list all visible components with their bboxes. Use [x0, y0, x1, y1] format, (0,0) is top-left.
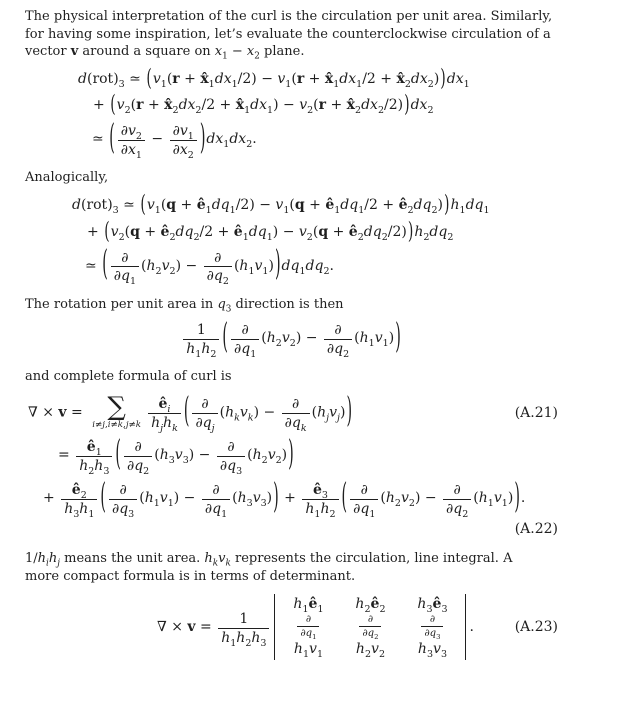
- equation-content: ≃ ( $\frac{\partial v_2}{\partial x_1}$ − $\frac{\partial v_1}{\partial x_2}$ )$dx_1dx_2$.: [92, 119, 257, 161]
- equation-block-rotation-q3: [25, 318, 558, 360]
- paragraph-complete-formula: and complete formula of curl is: [25, 369, 232, 385]
- equation-tag: (A.22): [514, 521, 558, 538]
- fraction: $\frac{\partial v_1}{\partial x_2}$: [170, 123, 197, 158]
- equation-block-curl-full: [25, 391, 558, 540]
- determinant: [274, 594, 466, 660]
- paragraph-unit-area: $1/h_ih_j$ means the unit area. $h_kv_k$ represents the circulation, line integral. A more compact formula is in terms of determinant.: [25, 551, 513, 584]
- equation-content: = $\frac{ê_1}{h_2h_3}$ ( ∂ $\partial q_2$ $(h_3v_3)$ − ∂ $\partial q_3$ $(h_2v_2)$): [58, 435, 294, 477]
- equation-line: [25, 218, 558, 245]
- equation-block-rot-cartesian: [25, 65, 558, 161]
- fraction: ∂ $\partial q_2$: [359, 614, 381, 640]
- equation-line: [25, 318, 558, 360]
- determinant-row: [277, 614, 463, 640]
- equation-content: $d(rot)_3$ ≃ ($v_1(r$ + $x̂_1dx_1/2) - v_1(r$ + $x̂_1dx_1/2$ + $x̂_2dx_2))dx_1$: [78, 65, 470, 92]
- fraction: ∂ $\partial q_1$: [111, 250, 139, 285]
- fraction: ∂ $\partial q_1$: [202, 482, 230, 517]
- equation-content: + ($v_2(q$ + $ê_2dq_2/2$ + $ê_1dq_1) - v_2(q$ + $ê_2dq_2/2))h_2dq_2$: [87, 218, 454, 245]
- fraction: $ê_i$ $h_jh_k$: [148, 396, 181, 431]
- equation-line: [25, 119, 558, 161]
- paragraph-rotation-per-unit-area: The rotation per unit area in $q_3$ direction is then: [25, 296, 344, 315]
- equation-tag: (A.23): [514, 618, 558, 635]
- fraction: ∂ $\partial q_1$: [231, 322, 259, 357]
- equation-content: ∇ × v = ∑ i≠j,i≠k,j≠k $ê_i$ $h_jh_k$ ( ∂ $\partial q_j$ $(h_kv_k)$ − ∂ $\partial q_k$ $(h_jv_j)$): [28, 391, 353, 434]
- fraction: ∂ $\partial q_1$: [350, 482, 378, 517]
- equation-content: ≃ ( ∂ $\partial q_1$ $(h_2v_2)$ − ∂ $\partial q_2$ $(h_1v_1))dq_1dq_2$.: [85, 245, 334, 287]
- fraction: $\frac{ê_1}{h_2h_3}$: [76, 439, 112, 474]
- determinant-bar: [465, 594, 466, 660]
- determinant-row: [277, 640, 463, 659]
- determinant-cell: [401, 614, 463, 640]
- fraction: $\frac{1}{h_1h_2h_3}$: [218, 611, 269, 646]
- fraction: $\frac{1}{h_1h_2}$: [183, 322, 219, 357]
- determinant-cell: $h_2ê_2$: [355, 596, 386, 616]
- equation-line: [25, 92, 558, 119]
- equation-line: [25, 594, 558, 660]
- equation-line: [25, 245, 558, 287]
- paragraph-intro: The physical interpretation of the curl is the circulation per unit area. Similarly, for having some inspiration, let’s evaluate the counterclockwise circulation of a vector v around a square on $x_1 - x_2$ plane.: [25, 9, 553, 62]
- equation-content: + ($v_2(r$ + $x̂_2dx_2/2$ + $x̂_1dx_1) - v_2(r$ + $x̂_2dx_2/2))dx_2$: [93, 92, 434, 119]
- fraction: ∂ $\partial q_2$: [204, 250, 232, 285]
- equation-line: [25, 391, 558, 434]
- paragraph-analogically: Analogically,: [25, 170, 109, 186]
- fraction: ∂ $\partial q_2$: [324, 322, 352, 357]
- fraction: ∂ $\partial q_3$: [217, 439, 245, 474]
- fraction: ∂ $\partial q_3$: [109, 482, 137, 517]
- equation-content: $d(rot)_3$ ≃ ($v_1(q$ + $ê_1dq_1/2) - v_1(q$ + $ê_1dq_1/2$ + $ê_2dq_2))h_1dq_1$: [72, 191, 490, 219]
- fraction: ∂ $\partial q_2$: [443, 482, 471, 517]
- equation-content: ∇ × v = $\frac{1}{h_1h_2h_3}$ $h_1ê_1$ $h_2ê_2$ $h_3ê_3$ ∂ $\partial q_1$ ∂ $\partial q_2$ ∂ $\partial q_3$ $h_1v_1$ $h_2v_2$ $h_3v_3$ .: [157, 596, 474, 660]
- equation-content: + $\frac{ê_2}{h_3h_1}$ ( ∂ $\partial q_3$ $(h_1v_1)$ − ∂ $\partial q_1$ $(h_3v_3)$) + $\frac{ê_3}{h_1h_2}$ ( ∂ $\partial q_1$ $(h_2v_2)$ − ∂ $\partial q_2$ $(h_1v_1)$).: [43, 478, 526, 520]
- determinant-cell: $h_2v_2$: [355, 640, 385, 660]
- fraction: $\frac{ê_2}{h_3h_1}$: [61, 482, 97, 517]
- determinant-cell: $h_1v_1$: [293, 640, 323, 660]
- fraction: ∂ $\partial q_3$: [421, 614, 443, 640]
- equation-line: [25, 435, 558, 477]
- equation-line: [25, 478, 558, 520]
- determinant-cell: $h_3v_3$: [417, 640, 447, 660]
- determinant-cell: [277, 614, 339, 640]
- equation-line: [25, 520, 558, 539]
- fraction: ∂ $\partial q_1$: [297, 614, 319, 640]
- equation-line: [25, 191, 558, 219]
- equation-line: [25, 65, 558, 92]
- equation-tag: (A.21): [514, 404, 558, 421]
- fraction: $\frac{\partial v_2}{\partial x_1}$: [118, 123, 145, 158]
- determinant-cell: [339, 614, 401, 640]
- equation-block-curl-determinant: [25, 594, 558, 660]
- equation-block-rot-curvilinear: [25, 191, 558, 287]
- fraction: $\frac{ê_3}{h_1h_2}$: [302, 482, 338, 517]
- determinant-cell: $h_1ê_1$: [293, 596, 324, 616]
- determinant-row: [277, 595, 463, 614]
- equation-content: $\frac{1}{h_1h_2}$ ( ∂ $\partial q_1$ $(h_2v_2)$ − ∂ $\partial q_2$ $(h_1v_1)$): [181, 322, 402, 357]
- summation: ∑ i≠j,i≠k,j≠k: [92, 391, 142, 431]
- fraction: ∂ $\partial q_j$: [192, 396, 217, 431]
- fraction: ∂ $\partial q_2$: [124, 439, 152, 474]
- determinant-cell: $h_3ê_3$: [417, 596, 448, 616]
- fraction: ∂ $\partial q_k$: [282, 396, 310, 431]
